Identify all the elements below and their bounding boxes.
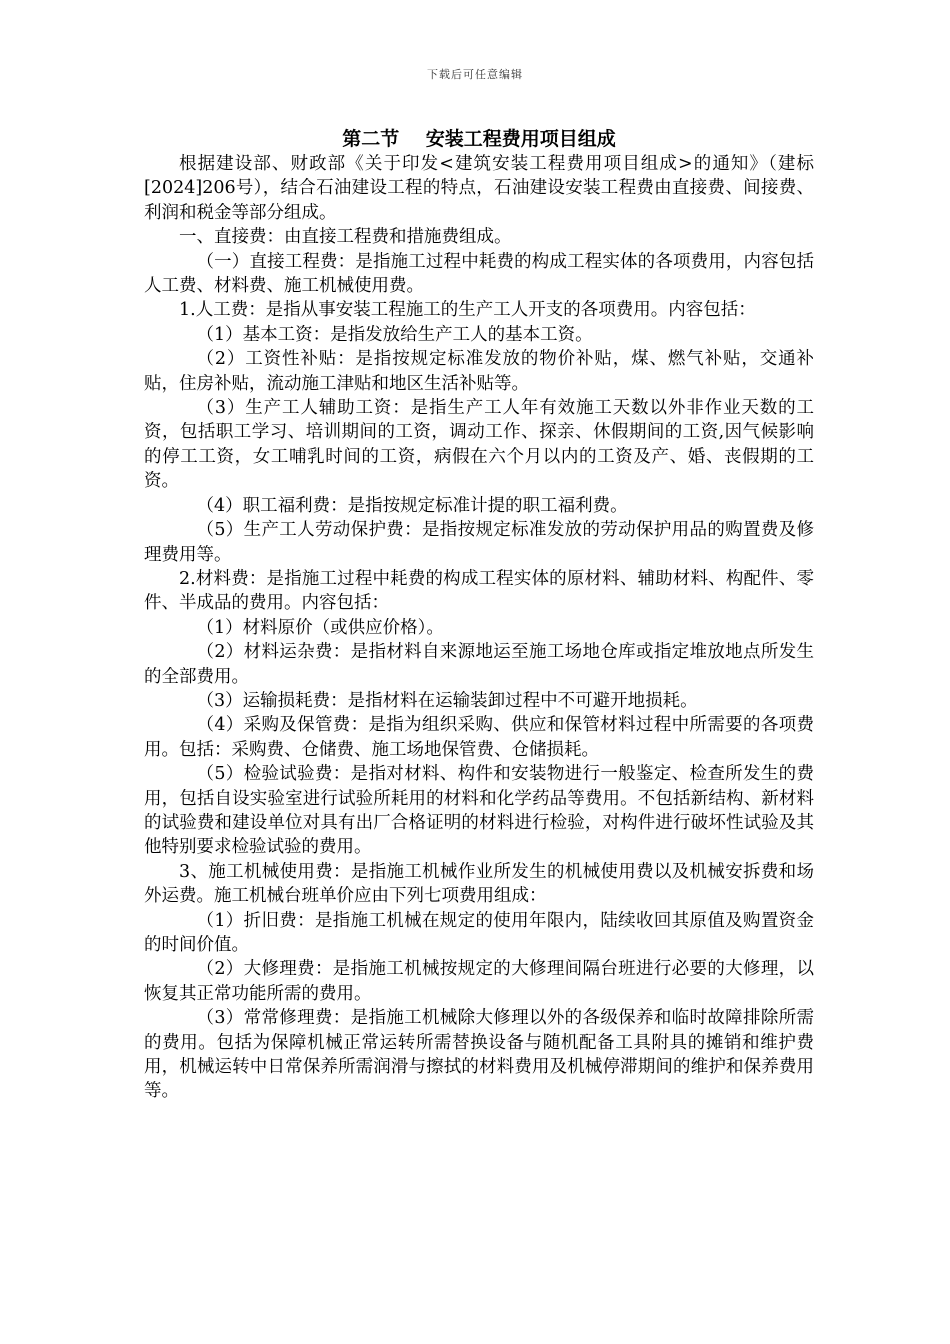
paragraph: （1）基本工资：是指发放给生产工人的基本工资。 (196, 324, 593, 345)
paragraph: （3）常常修理费：是指施工机械除大修理以外的各级保养和临时故障排除所需的费用。包括为保障机械正常运转所需替换设备与随机配备工具附具的摊销和维护费用，机械运转中日常保养所需润滑与擦拭的材料费用及机械停滞期间的维护和保养费用等。 (144, 1008, 814, 1102)
paragraph: （5）生产工人劳动保护费：是指按规定标准发放的劳动保护用品的购置费及修理费用等。 (144, 520, 814, 565)
paragraph: 一、直接费：由直接工程费和措施费组成。 (179, 227, 512, 248)
paragraph: 根据建设部、财政部《关于印发<建筑安装工程费用项目组成>的通知》（建标[2024]206号），结合石油建设工程的特点，石油建设安装工程费由直接费、间接费、利润和税金等部分组成。 (144, 154, 814, 223)
paragraph: （4）职工福利费：是指按规定标准计提的职工福利费。 (196, 495, 628, 516)
paragraph: （2）大修理费：是指施工机械按规定的大修理间隔台班进行必要的大修理，以恢复其正常功能所需的费用。 (144, 959, 814, 1004)
paragraph: （2）材料运杂费：是指材料自来源地运至施工场地仓库或指定堆放地点所发生的全部费用。 (144, 642, 814, 687)
paragraph: 3、施工机械使用费：是指施工机械作业所发生的机械使用费以及机械安拆费和场外运费。施工机械台班单价应由下列七项费用组成： (144, 861, 814, 907)
header-note: 下载后可任意编辑 (427, 68, 523, 81)
paragraph: 1.人工费：是指从事安装工程施工的生产工人开支的各项费用。内容包括： (179, 300, 756, 321)
paragraph: （3）运输损耗费：是指材料在运输装卸过程中不可避开地损耗。 (196, 690, 698, 711)
paragraph: （4）采购及保管费：是指为组织采购、供应和保管材料过程中所需要的各项费用。包括：采购费、仓储费、施工场地保管费、仓储损耗。 (144, 715, 814, 760)
document-body (144, 124, 814, 1104)
paragraph: （5）检验试验费：是指对材料、构件和安装物进行一般鉴定、检查所发生的费用，包括自设实验室进行试验所耗用的材料和化学药品等费用。不包括新结构、新材料的试验费和建设单位对具有出厂合格证明的材料进行检验，对构件进行破坏性试验及其他特别要求检验试验的费用。 (144, 764, 814, 858)
section-title: 第二节 安装工程费用项目组成 (342, 128, 616, 150)
paragraph-list (144, 152, 814, 1104)
paragraph: 2.材料费：是指施工过程中耗费的构成工程实体的原材料、辅助材料、构配件、零件、半成品的费用。内容包括： (144, 568, 814, 614)
paragraph: （1）折旧费：是指施工机械在规定的使用年限内，陆续收回其原值及购置资金的时间价值。 (144, 910, 814, 955)
paragraph: （一）直接工程费：是指施工过程中耗费的构成工程实体的各项费用，内容包括人工费、材料费、施工机械使用费。 (144, 251, 814, 297)
paragraph: （1）材料原价（或供应价格）。 (196, 617, 444, 638)
paragraph: （3）生产工人辅助工资：是指生产工人年有效施工天数以外非作业天数的工资，包括职工学习、培训期间的工资，调动工作、探亲、休假期间的工资,因气候影响的停工工资，女工哺乳时间的工资，病假在六个月以内的工资及产、婚、丧假期的工资。 (144, 398, 814, 492)
paragraph: （2）工资性补贴：是指按规定标准发放的物价补贴，煤、燃气补贴，交通补贴，住房补贴，流动施工津贴和地区生活补贴等。 (144, 349, 814, 394)
